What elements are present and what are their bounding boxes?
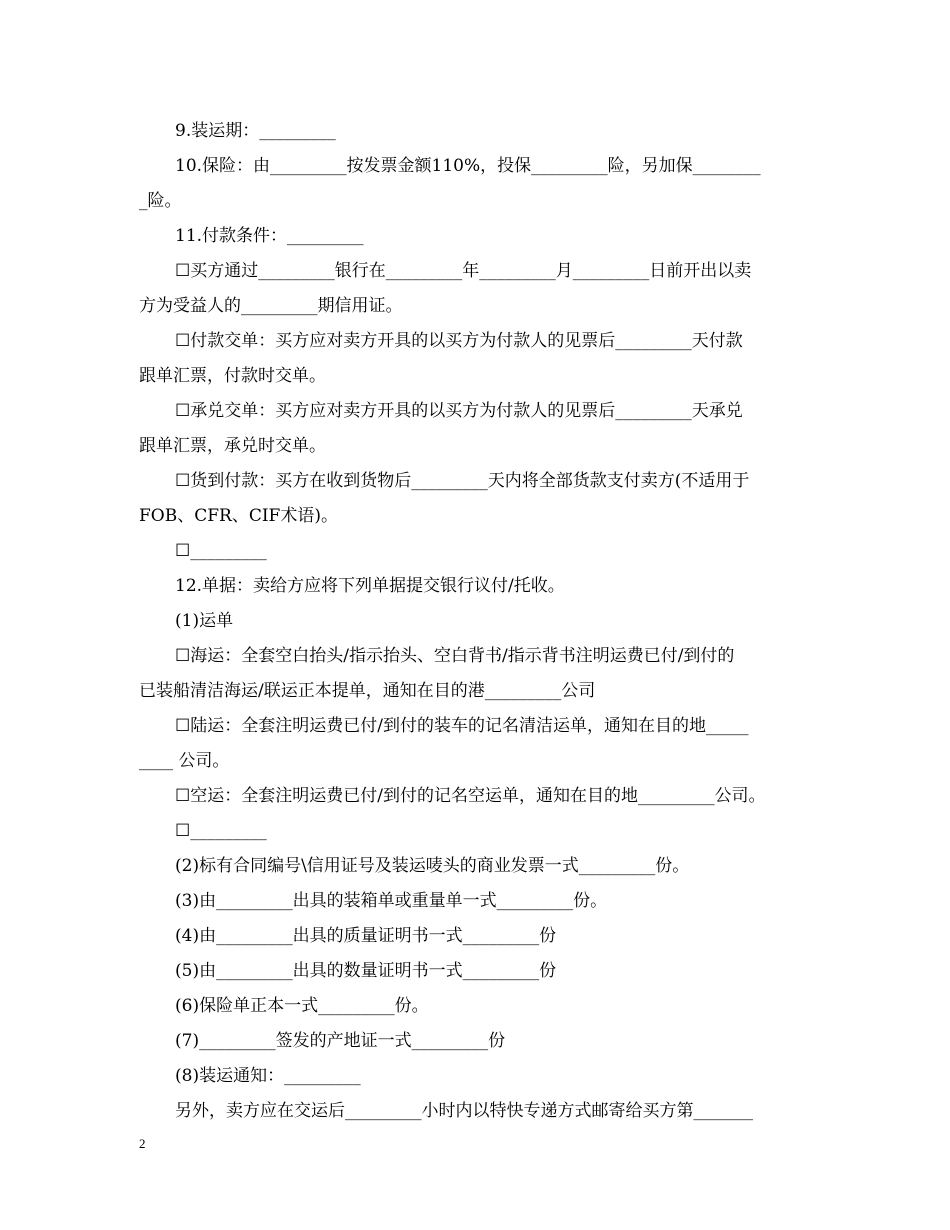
text-line: 跟单汇票，承兑时交单。 bbox=[139, 436, 326, 456]
text-line: 11.付款条件：_________ bbox=[175, 226, 364, 246]
text-line: (5)由_________出具的数量证明书一式_________份 bbox=[175, 961, 557, 981]
text-line: (1)运单 bbox=[175, 611, 234, 631]
text-line: 12.单据：卖给方应将下列单据提交银行议付/托收。 bbox=[175, 576, 565, 596]
text-line: (4)由_________出具的质量证明书一式_________份 bbox=[175, 926, 557, 946]
text-line: ☐陆运：全套注明运费已付/到付的装车的记名清洁运单，通知在目的地_____ bbox=[175, 716, 749, 736]
text-line: 10.保险：由_________按发票金额110%，投保_________险，另加保________ bbox=[175, 156, 761, 176]
text-line: 9.装运期：_________ bbox=[175, 121, 336, 141]
text-line: ☐买方通过_________银行在_________年_________月_________日前开出以卖 bbox=[175, 261, 752, 281]
text-line: ☐空运：全套注明运费已付/到付的记名空运单，通知在目的地_________公司。 bbox=[175, 786, 766, 806]
text-line: (6)保险单正本一式_________份。 bbox=[175, 996, 429, 1016]
text-line: (2)标有合同编号\信用证号及装运唛头的商业发票一式_________份。 bbox=[175, 856, 690, 876]
text-line: _险。 bbox=[139, 191, 182, 211]
text-line: ☐付款交单：买方应对卖方开具的以买方为付款人的见票后_________天付款 bbox=[175, 331, 743, 351]
text-line: FOB、CFR、CIF术语)。 bbox=[139, 506, 338, 526]
text-line: ☐承兑交单：买方应对卖方开具的以买方为付款人的见票后_________天承兑 bbox=[175, 401, 743, 421]
text-line: 另外，卖方应在交运后_________小时内以特快专递方式邮寄给买方第_______ bbox=[175, 1101, 753, 1121]
page-number: 2 bbox=[139, 1136, 146, 1151]
text-line: ☐货到付款：买方在收到货物后_________天内将全部货款支付卖方(不适用于 bbox=[175, 471, 750, 491]
text-line: 已装船清洁海运/联运正本提单，通知在目的港_________公司 bbox=[139, 681, 596, 701]
text-line: ☐_________ bbox=[175, 541, 267, 561]
text-line: ☐海运：全套空白抬头/指示抬头、空白背书/指示背书注明运费已付/到付的 bbox=[175, 646, 735, 666]
text-line: 方为受益人的_________期信用证。 bbox=[139, 296, 403, 316]
text-line: ☐_________ bbox=[175, 821, 267, 841]
text-line: (8)装运通知：_________ bbox=[175, 1066, 361, 1086]
text-line: 跟单汇票，付款时交单。 bbox=[139, 366, 326, 386]
text-line: (7)_________签发的产地证一式_________份 bbox=[175, 1031, 506, 1051]
text-line: (3)由_________出具的装箱单或重量单一式_________份。 bbox=[175, 891, 608, 911]
text-line: ____ 公司。 bbox=[139, 751, 230, 771]
